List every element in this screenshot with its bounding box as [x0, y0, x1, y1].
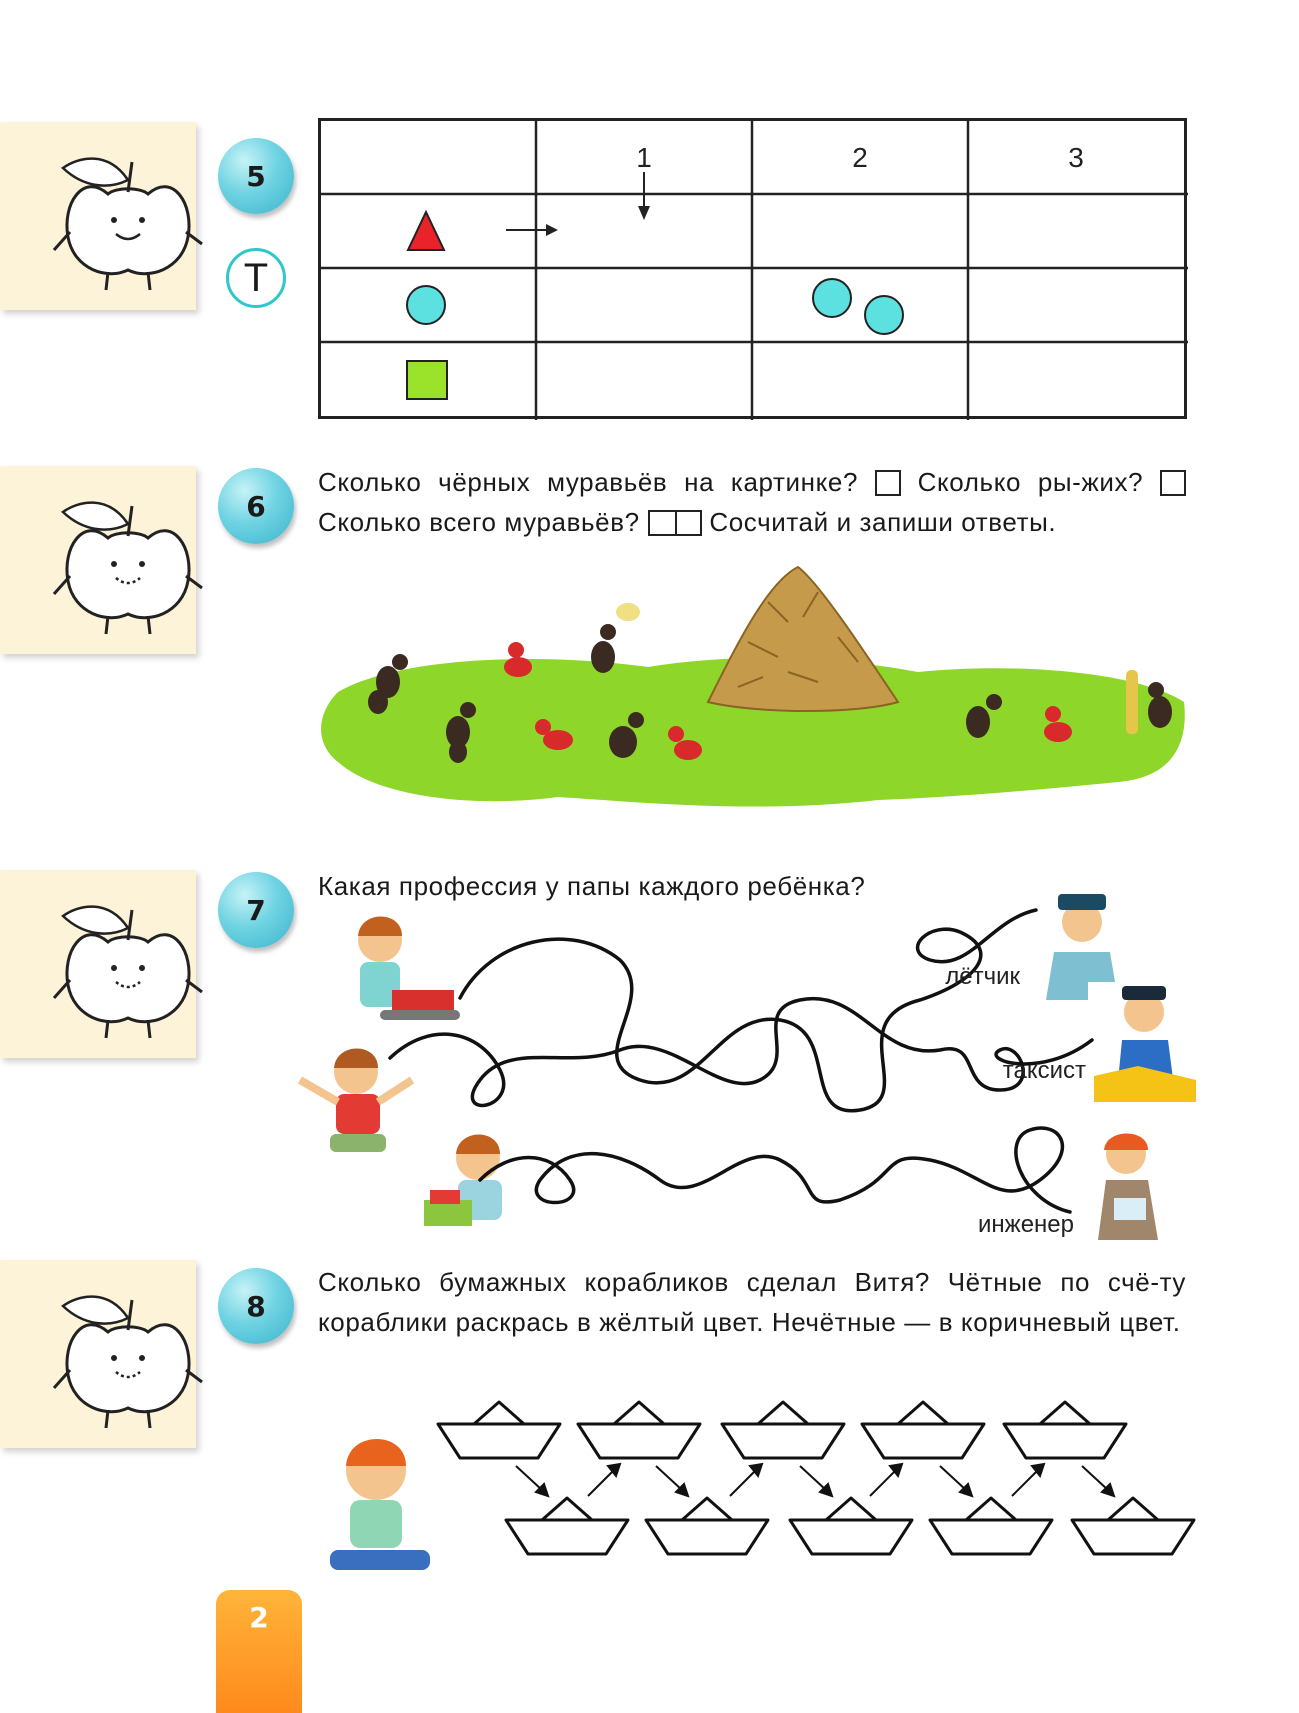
- paper-boats-illustration: [310, 1400, 1200, 1588]
- task-number-badge: 5: [218, 138, 294, 214]
- apple-character-icon: [48, 1270, 208, 1430]
- page-number: 2: [216, 1590, 302, 1713]
- cyan-circle-icon: [865, 296, 903, 334]
- apple-character-icon: [48, 132, 208, 292]
- children-professions-maze: [280, 880, 1200, 1240]
- taxi-driver-avatar: [1088, 982, 1200, 1102]
- sticky-note-5: [0, 122, 196, 310]
- child-avatar: [326, 910, 460, 1030]
- task5-table: [318, 118, 1188, 420]
- ant-icon: [591, 603, 640, 673]
- task-number-badge: 8: [218, 1268, 294, 1344]
- direction-arrow-icon: [516, 1464, 1114, 1496]
- column-header: 2: [852, 142, 868, 173]
- anthill-illustration: [318, 562, 1188, 818]
- profession-label-pilot: лётчик: [945, 963, 1020, 990]
- column-header: 3: [1068, 142, 1084, 173]
- answer-box[interactable]: [1160, 470, 1186, 496]
- column-header: 1: [636, 142, 652, 173]
- green-square-icon: [407, 361, 447, 399]
- paper-boat-icon: [438, 1402, 1194, 1554]
- task6-question-red: Сколько ры-жих?: [917, 467, 1144, 497]
- task6-question-black: Сколько чёрных муравьёв на картинке?: [318, 467, 859, 497]
- test-marker-badge: T: [226, 248, 286, 308]
- sticky-note-8: [0, 1260, 196, 1448]
- answer-box[interactable]: [875, 470, 901, 496]
- sticky-note-6: [0, 466, 196, 654]
- task8-text: Сколько бумажных корабликов сделал Витя? Чётные по счё-ту кораблики раскрась в жёлтый цвет. Нечётные — в коричневый цвет.: [318, 1267, 1186, 1337]
- cyan-circle-icon: [407, 286, 445, 324]
- boy-avatar: [310, 1420, 450, 1586]
- child-avatar: [422, 1128, 534, 1238]
- engineer-avatar: [1060, 1120, 1200, 1240]
- apple-character-icon: [48, 880, 208, 1040]
- task-number-badge: 6: [218, 468, 294, 544]
- answer-box-double[interactable]: [648, 510, 702, 536]
- task7-question: Какая профессия у папы каждого ребёнка?: [318, 871, 866, 901]
- profession-label-engineer: инженер: [977, 1211, 1074, 1238]
- cyan-circle-icon: [813, 279, 851, 317]
- task6-question-total: Сколько всего муравьёв?: [318, 507, 640, 537]
- sticky-note-7: [0, 870, 196, 1058]
- task6-instruction: Сосчитай и запиши ответы.: [709, 507, 1057, 537]
- task6-text: [318, 462, 1186, 542]
- child-avatar: [280, 1038, 430, 1168]
- task-number-badge: 7: [218, 872, 294, 948]
- profession-label-taxi: таксист: [1002, 1057, 1086, 1084]
- apple-character-icon: [48, 476, 208, 636]
